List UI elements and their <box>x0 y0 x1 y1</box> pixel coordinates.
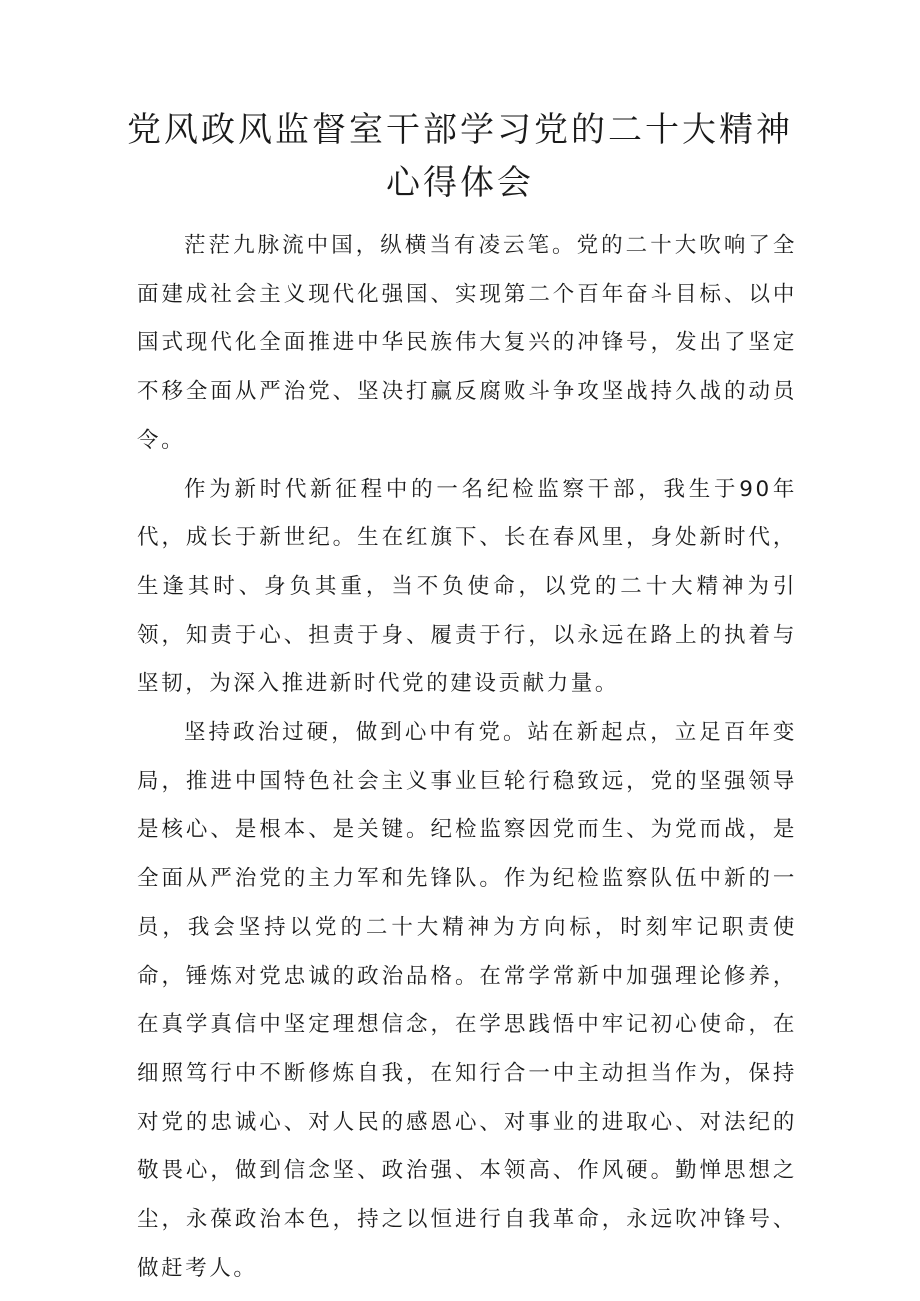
paragraph-1: 茫茫九脉流中国，纵横当有凌云笔。党的二十大吹响了全面建成社会主义现代化强国、实现第二个百年奋斗目标、以中国式现代化全面推进中华民族伟大复兴的冲锋号，发出了坚定不移全面从严治党、坚决打赢反腐败斗争攻坚战持久战的动员令。 <box>137 233 797 453</box>
document-title-line-2: 心得体会 <box>386 163 534 203</box>
document-title-line-1: 党风政风监督室干部学习党的二十大精神 <box>127 110 793 150</box>
paragraph-2: 作为新时代新征程中的一名纪检监察干部，我生于90年代，成长于新世纪。生在红旗下、长在春风里，身处新时代，生逢其时、身负其重，当不负使命，以党的二十大精神为引领，知责于心、担责于身、履责于行，以永远在路上的执着与坚韧，为深入推进新时代党的建设贡献力量。 <box>137 476 797 697</box>
paragraph-3: 坚持政治过硬，做到心中有党。站在新起点，立足百年变局，推进中国特色社会主义事业巨轮行稳致远，党的坚强领导是核心、是根本、是关键。纪检监察因党而生、为党而战，是全面从严治党的主力军和先锋队。作为纪检监察队伍中新的一员，我会坚持以党的二十大精神为方向标，时刻牢记职责使命，锤炼对党忠诚的政治品格。在常学常新中加强理论修养，在真学真信中坚定理想信念，在学思践悟中牢记初心使命，在细照笃行中不断修炼自我，在知行合一中主动担当作为，保持对党的忠诚心、对人民的感恩心、对事业的进取心、对法纪的敬畏心，做到信念坚、政治强、本领高、作风硬。勤惮思想之尘，永葆政治本色，持之以恒进行自我革命，永远吹冲锋号、做赶考人。 <box>137 720 797 1281</box>
document-body <box>137 222 797 1293</box>
